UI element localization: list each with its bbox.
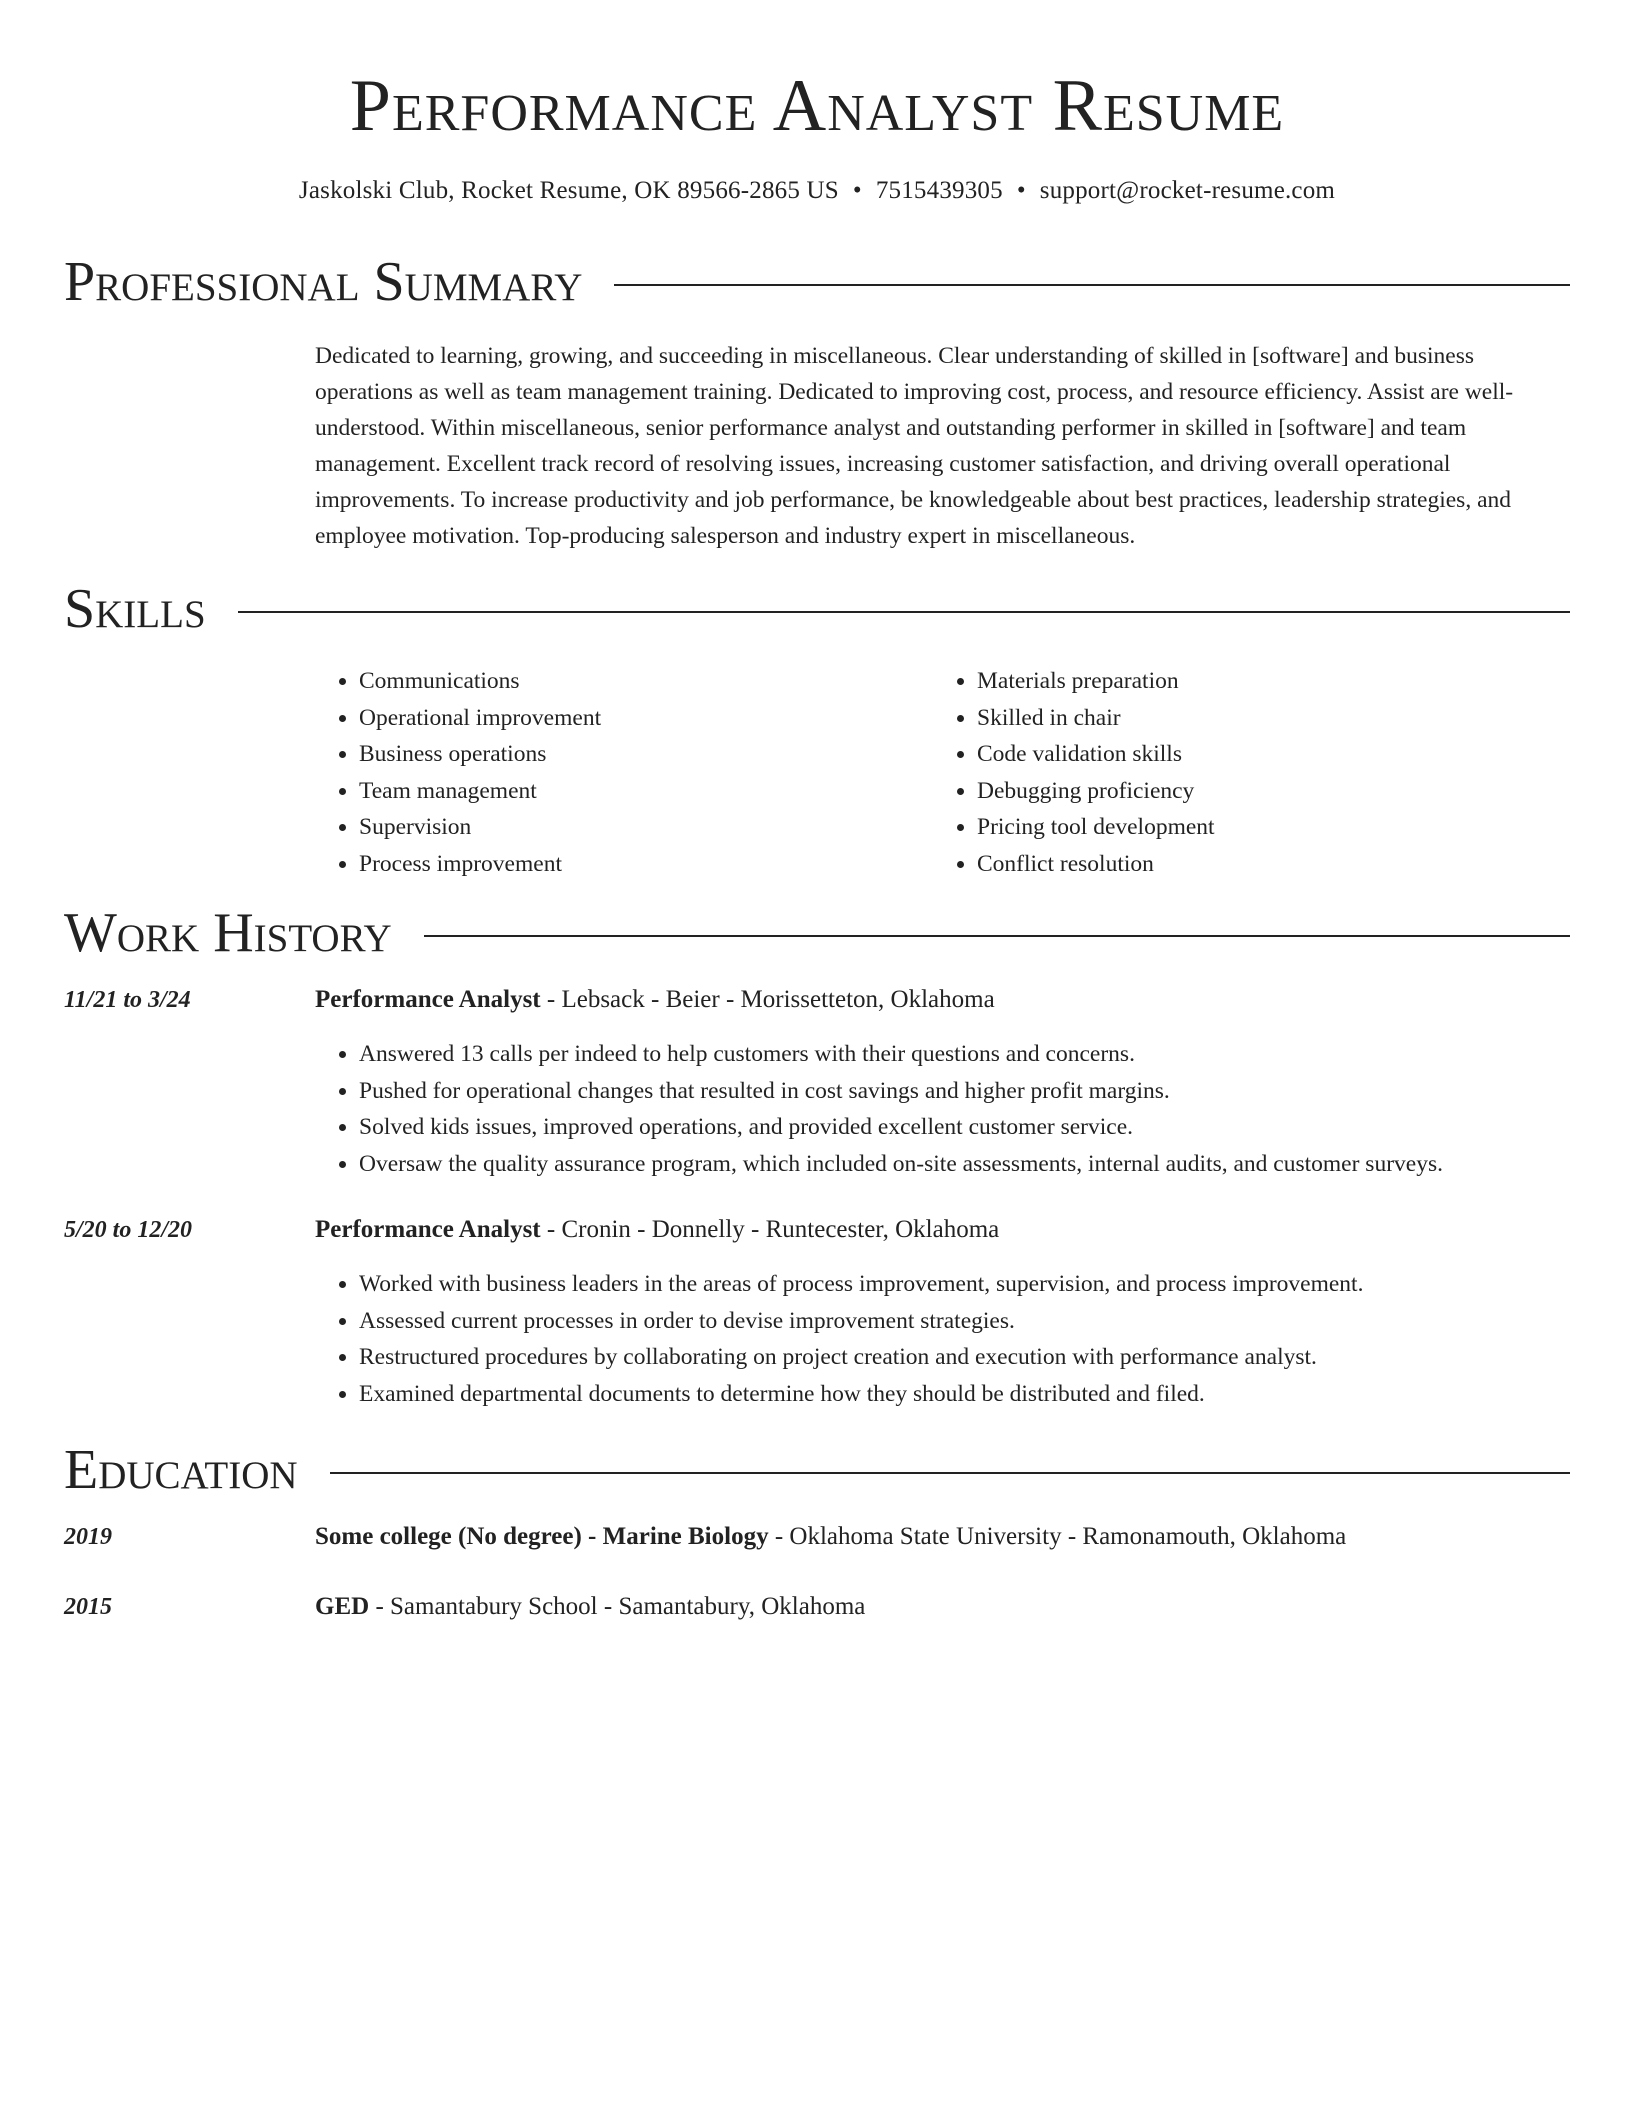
section-header-work bbox=[64, 901, 1570, 965]
job-title: Performance Analyst bbox=[315, 1216, 541, 1243]
education-details: - Samantabury School - Samantabury, Oklahoma bbox=[369, 1593, 866, 1620]
skill-item: • Conflict resolution bbox=[977, 846, 1551, 883]
section-title-work: Work History bbox=[64, 902, 392, 964]
education-degree: Some college (No degree) - Marine Biology bbox=[315, 1523, 769, 1550]
address: Jaskolski Club, Rocket Resume, OK 89566-2865 US bbox=[298, 177, 839, 204]
education-degree: GED bbox=[315, 1593, 370, 1620]
education-details: - Oklahoma State University - Ramonamouth, Oklahoma bbox=[768, 1523, 1347, 1550]
section-divider bbox=[330, 1472, 1570, 1474]
skill-item: • Operational improvement bbox=[359, 700, 933, 737]
job-bullet: • Oversaw the quality assurance program, which included on-site assessments, internal audits, and customer surveys. bbox=[359, 1146, 1570, 1183]
job-bullets bbox=[315, 1036, 1570, 1182]
job-bullets bbox=[315, 1266, 1570, 1412]
section-title-skills: Skills bbox=[64, 578, 206, 640]
job-bullet: • Solved kids issues, improved operations, and provided excellent customer service. bbox=[359, 1109, 1570, 1146]
job-title-line bbox=[315, 982, 1570, 1018]
job-bullet: • Examined departmental documents to determine how they should be distributed and filed. bbox=[359, 1376, 1570, 1413]
skills-list-right bbox=[933, 663, 1551, 882]
skills-list-left bbox=[315, 663, 933, 882]
email-link[interactable]: support@rocket-resume.com bbox=[1039, 177, 1336, 204]
skill-item: • Process improvement bbox=[359, 846, 933, 883]
education-line bbox=[315, 1519, 1570, 1555]
section-divider bbox=[424, 935, 1570, 937]
education-year: 2015 bbox=[64, 1594, 112, 1620]
section-header-skills bbox=[64, 577, 1570, 641]
job-dates: 11/21 to 3/24 bbox=[64, 987, 191, 1013]
job-details: - Lebsack - Beier - Morissetteton, Oklahoma bbox=[540, 986, 995, 1013]
separator-dot: • bbox=[1016, 177, 1026, 204]
skill-item: • Debugging proficiency bbox=[977, 773, 1551, 810]
skill-item: • Business operations bbox=[359, 736, 933, 773]
section-divider bbox=[238, 611, 1570, 613]
skill-item: • Team management bbox=[359, 773, 933, 810]
section-title-education: Education bbox=[64, 1439, 298, 1501]
phone: 7515439305 bbox=[875, 177, 1003, 204]
job-details: - Cronin - Donnelly - Runtecester, Oklahoma bbox=[540, 1216, 1000, 1243]
skills-grid bbox=[315, 663, 1570, 882]
education-year: 2019 bbox=[64, 1524, 112, 1550]
section-title-summary: Professional Summary bbox=[64, 251, 583, 313]
job-bullet: • Worked with business leaders in the areas of process improvement, supervision, and process improvement. bbox=[359, 1266, 1570, 1303]
contact-line bbox=[64, 174, 1570, 208]
job-bullet: • Assessed current processes in order to devise improvement strategies. bbox=[359, 1303, 1570, 1340]
job-dates: 5/20 to 12/20 bbox=[64, 1217, 193, 1243]
job-title: Performance Analyst bbox=[315, 986, 541, 1013]
separator-dot: • bbox=[852, 177, 862, 204]
job-bullet: • Pushed for operational changes that resulted in cost savings and higher profit margins. bbox=[359, 1073, 1570, 1110]
skills-body bbox=[315, 663, 1570, 882]
section-header-education bbox=[64, 1438, 1570, 1502]
section-divider bbox=[614, 284, 1570, 286]
job-bullet: • Restructured procedures by collaborating on project creation and execution with performance analyst. bbox=[359, 1339, 1570, 1376]
skill-item: • Supervision bbox=[359, 809, 933, 846]
summary-text: Dedicated to learning, growing, and succeeding in miscellaneous. Clear understanding of skilled in [software] and business operations as well as team management training. Dedicated to improving cost, process, and resource efficiency. Assist are well-understood. Within miscellaneous, senior performance analyst and outstanding performer in skilled in [software] and team management. Excellent track record of resolving issues, increasing customer satisfaction, and driving overall operational improvements. To increase productivity and job performance, be knowledgeable about best practices, leadership strategies, and employee motivation. Top-producing salesperson and industry expert in miscellaneous. bbox=[315, 343, 1514, 549]
section-header-summary bbox=[64, 250, 1570, 314]
skill-item: • Communications bbox=[359, 663, 933, 700]
job-title-line bbox=[315, 1212, 1570, 1248]
education-line bbox=[315, 1589, 1570, 1625]
job-bullet: • Answered 13 calls per indeed to help customers with their questions and concerns. bbox=[359, 1036, 1570, 1073]
skill-item: • Materials preparation bbox=[977, 663, 1551, 700]
resume-title: Performance Analyst Resume bbox=[349, 65, 1285, 147]
skill-item: • Pricing tool development bbox=[977, 809, 1551, 846]
skill-item: • Skilled in chair bbox=[977, 700, 1551, 737]
summary-body bbox=[315, 338, 1570, 554]
skill-item: • Code validation skills bbox=[977, 736, 1551, 773]
